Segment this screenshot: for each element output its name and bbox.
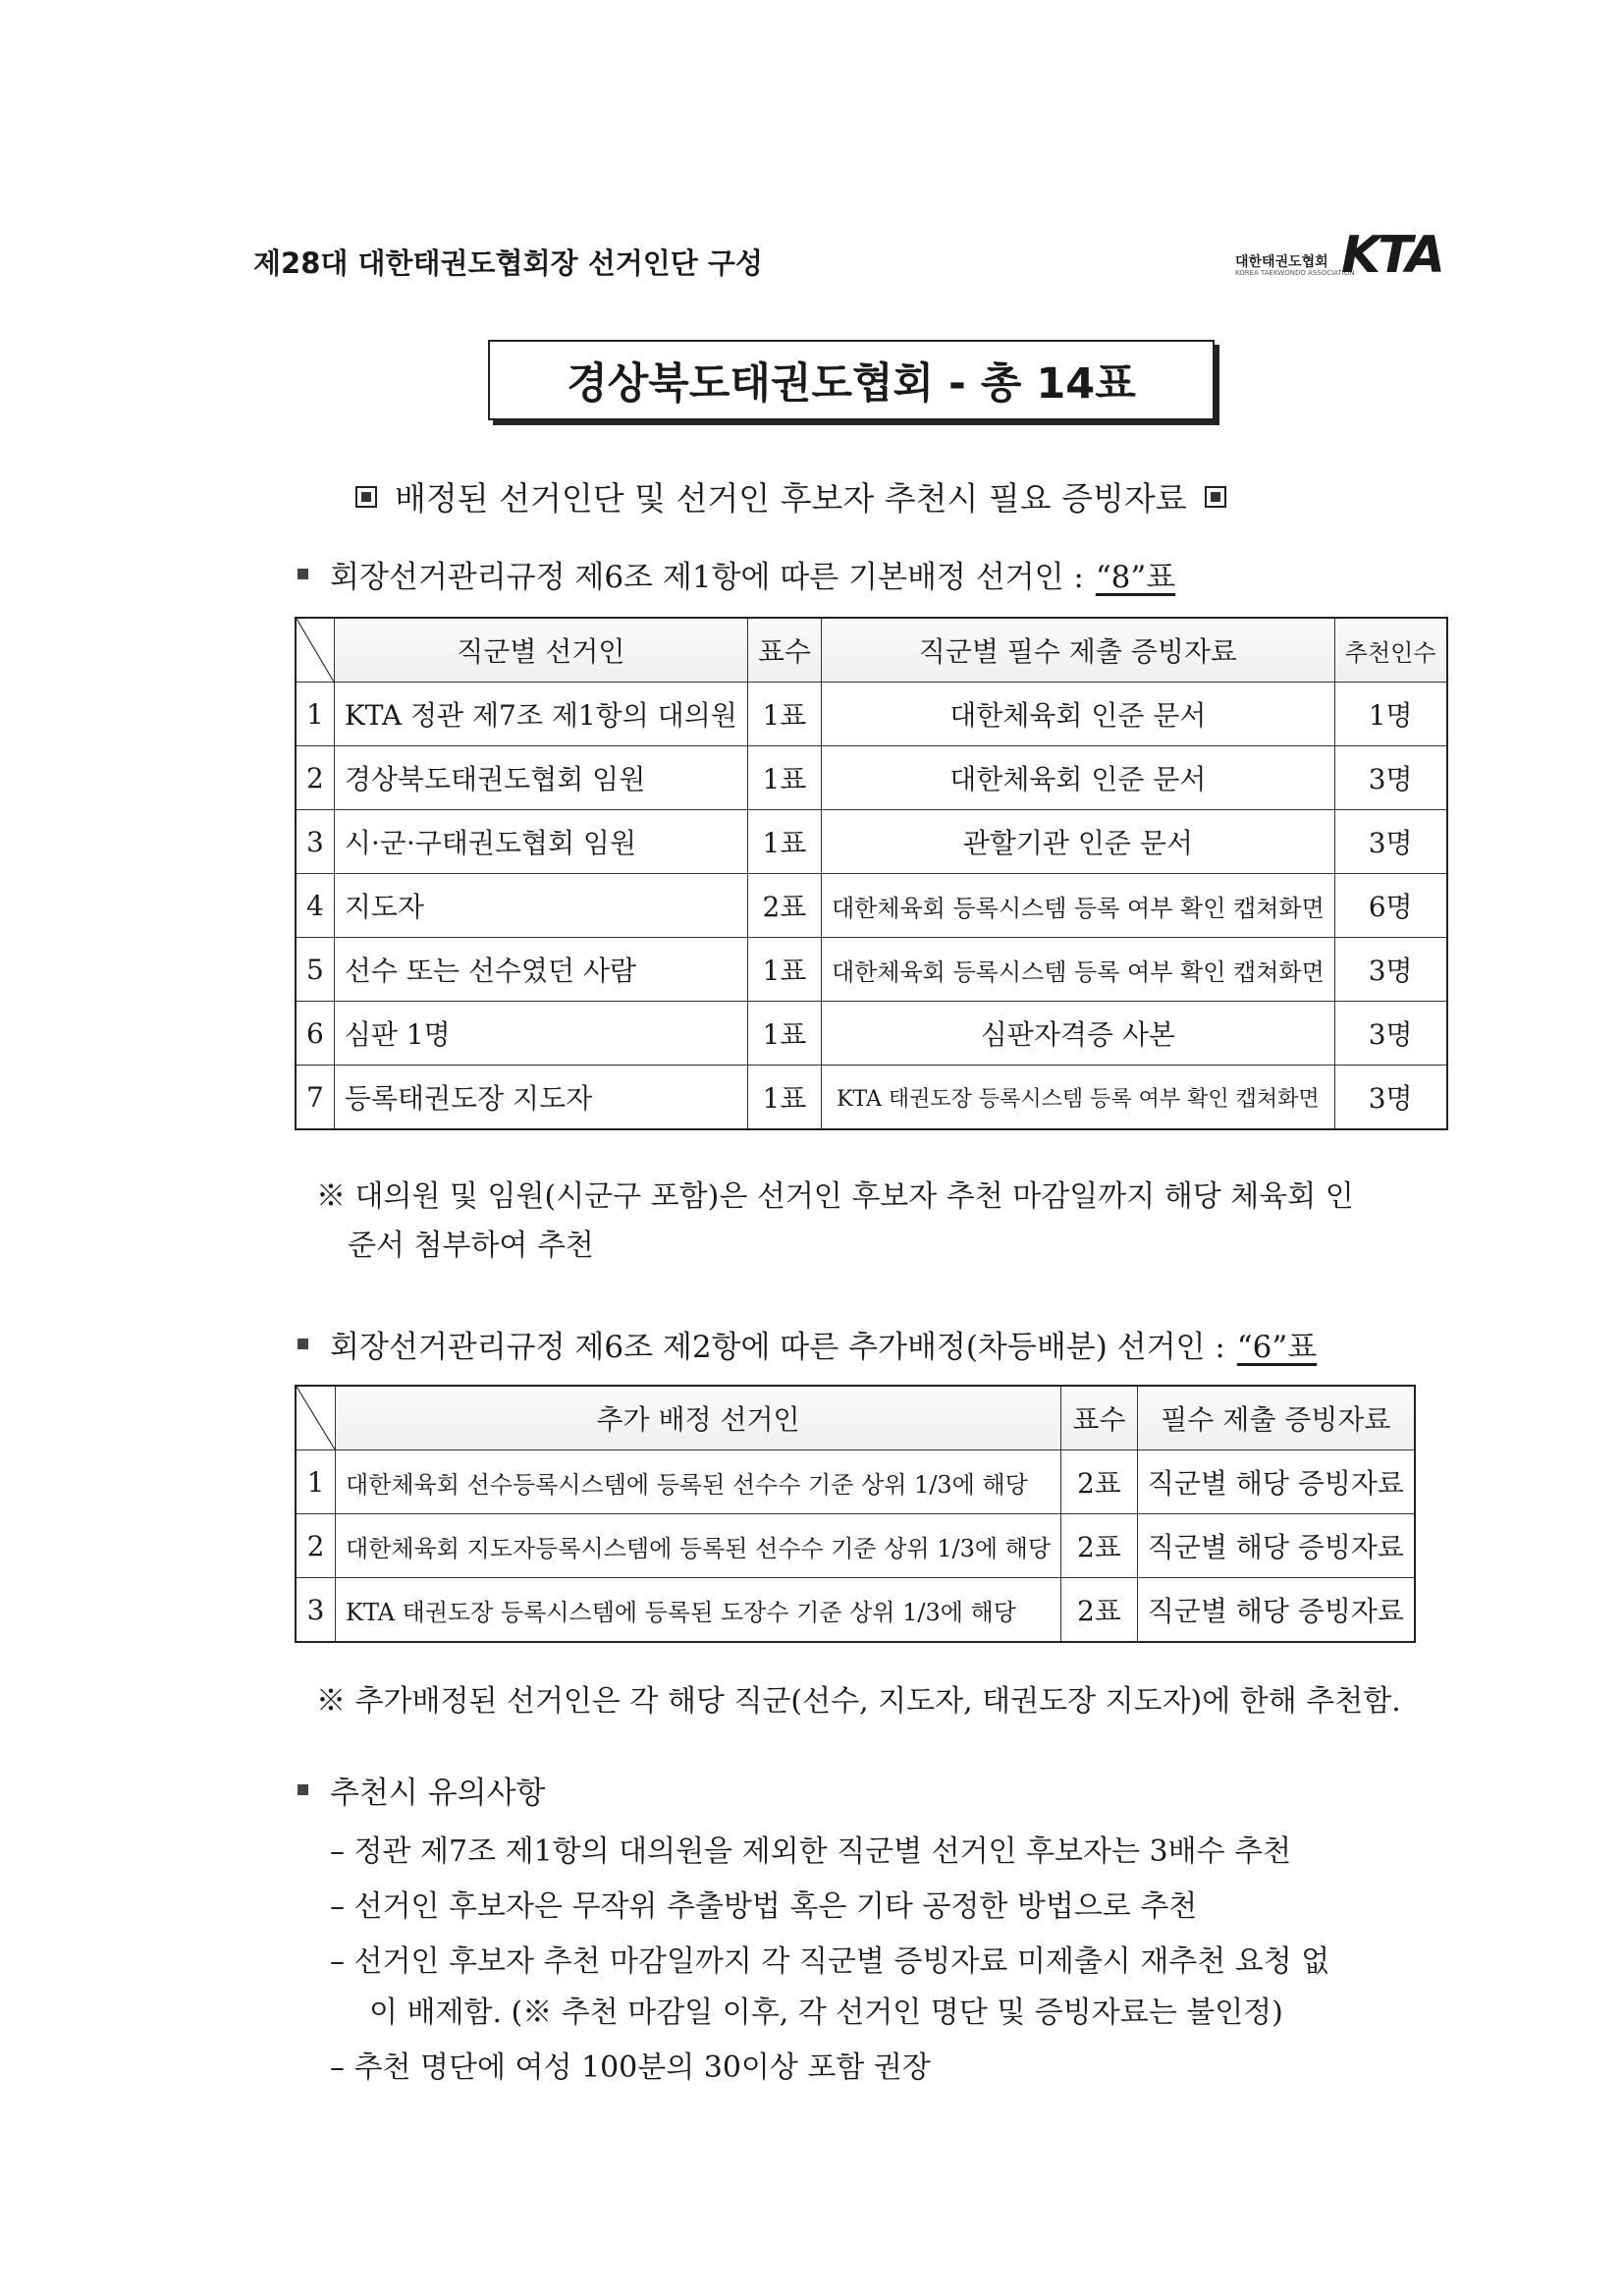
square-bullet-icon (355, 486, 377, 508)
note-line: 준서 첨부하여 추천 (348, 1229, 594, 1263)
vote-count: 1표 (747, 683, 821, 746)
column-header: 추가 배정 선거인 (336, 1386, 1061, 1450)
section1-heading (298, 552, 1175, 596)
logo-org-name: 대한태권도협회 (1235, 254, 1328, 270)
page-title: 경상북도태권도협회 - 총 14표 (488, 340, 1215, 420)
required-documents: KTA 태권도장 등록시스템 등록 여부 확인 캡쳐화면 (821, 1066, 1334, 1130)
column-header: 직군별 선거인 (334, 618, 747, 683)
section2-heading-text: 회장선거관리규정 제6조 제2항에 따른 추가배정(차등배분) 선거인 : (330, 1330, 1225, 1365)
table-row (296, 683, 1447, 746)
square-bullet-icon (298, 1784, 308, 1795)
subtitle-text: 배정된 선거인단 및 선거인 후보자 추천시 필요 증빙자료 (395, 479, 1187, 518)
voter-group: KTA 정관 제7조 제1항의 대의원 (334, 683, 747, 746)
table-row (296, 1450, 1415, 1514)
table-row (296, 810, 1447, 874)
row-number: 4 (296, 874, 334, 938)
required-documents: 대한체육회 인준 문서 (821, 746, 1334, 810)
column-header: 표수 (747, 618, 821, 683)
subtitle (355, 473, 1226, 519)
recommend-count: 1명 (1334, 683, 1446, 746)
recommend-count: 3명 (1334, 1066, 1446, 1130)
basic-allocation-table (295, 617, 1448, 1130)
table-header-row (296, 618, 1447, 683)
column-header: 추천인수 (1334, 618, 1446, 683)
vote-count: 1표 (747, 810, 821, 874)
row-number: 5 (296, 938, 334, 1002)
vote-count: 1표 (747, 746, 821, 810)
row-number: 1 (296, 683, 334, 746)
section1-note (316, 1173, 1426, 1271)
recommend-count: 3명 (1334, 810, 1446, 874)
recommend-count: 3명 (1334, 938, 1446, 1002)
recommend-count: 3명 (1334, 1002, 1446, 1066)
voter-group: 대한체육회 선수등록시스템에 등록된 선수수 기준 상위 1/3에 해당 (336, 1450, 1061, 1514)
table-row (296, 938, 1447, 1002)
square-bullet-icon (298, 569, 308, 579)
logo-org-subname: KOREA TAEKWONDO ASSOCIATION (1235, 269, 1355, 277)
voter-group: 등록태권도장 지도자 (334, 1066, 747, 1130)
section1-vote-count: “8”표 (1095, 560, 1176, 595)
additional-allocation-table (295, 1385, 1416, 1643)
row-number: 3 (296, 1578, 336, 1643)
recommend-count: 6명 (1334, 874, 1446, 938)
vote-count: 2표 (747, 874, 821, 938)
vote-count: 1표 (747, 938, 821, 1002)
table-row (296, 1514, 1415, 1578)
document-header-title: 제28대 대한태권도협회장 선거인단 구성 (253, 246, 763, 280)
row-number: 3 (296, 810, 334, 874)
required-documents: 대한체육회 인준 문서 (821, 683, 1334, 746)
required-documents: 직군별 해당 증빙자료 (1137, 1450, 1415, 1514)
required-documents: 심판자격증 사본 (821, 1002, 1334, 1066)
required-documents: 직군별 해당 증빙자료 (1137, 1514, 1415, 1578)
recommend-count: 3명 (1334, 746, 1446, 810)
voter-group: 지도자 (334, 874, 747, 938)
caution-item: – 정관 제7조 제1항의 대의원을 제외한 직군별 선거인 후보자는 3배수 추천 (330, 1834, 1292, 1869)
row-number: 1 (296, 1450, 336, 1514)
table-row (296, 1002, 1447, 1066)
square-bullet-icon (298, 1339, 308, 1349)
table-row (296, 874, 1447, 938)
logo-mark: KTA (1341, 226, 1442, 285)
voter-group: KTA 태권도장 등록시스템에 등록된 도장수 기준 상위 1/3에 해당 (336, 1578, 1061, 1643)
caution-item: – 선거인 후보자은 무작위 추출방법 혹은 기타 공정한 방법으로 추천 (330, 1889, 1198, 1924)
vote-count: 2표 (1061, 1450, 1138, 1514)
section2-note: ※ 추가배정된 선거인은 각 해당 직군(선수, 지도자, 태권도장 지도자)에 한해 추천함. (316, 1684, 1401, 1719)
row-number: 2 (296, 1514, 336, 1578)
vote-count: 1표 (747, 1002, 821, 1066)
required-documents: 대한체육회 등록시스템 등록 여부 확인 캡쳐화면 (821, 938, 1334, 1002)
vote-count: 2표 (1061, 1514, 1138, 1578)
section2-vote-count: “6”표 (1236, 1330, 1318, 1365)
voter-group: 시·군·구태권도협회 임원 (334, 810, 747, 874)
voter-group: 경상북도태권도협회 임원 (334, 746, 747, 810)
required-documents: 관할기관 인준 문서 (821, 810, 1334, 874)
row-number: 6 (296, 1002, 334, 1066)
diagonal-header-cell (296, 1386, 336, 1450)
table-row (296, 1578, 1415, 1643)
table-row (296, 1066, 1447, 1130)
vote-count: 1표 (747, 1066, 821, 1130)
table-header-row (296, 1386, 1415, 1450)
diagonal-header-cell (296, 618, 334, 683)
note-line: ※ 대의원 및 임원(시군구 포함)은 선거인 후보자 추천 마감일까지 해당 체육회 인 (316, 1179, 1354, 1214)
section3-heading (298, 1768, 545, 1812)
voter-group: 대한체육회 지도자등록시스템에 등록된 선수수 기준 상위 1/3에 해당 (336, 1514, 1061, 1578)
column-header: 필수 제출 증빙자료 (1137, 1386, 1415, 1450)
caution-item-continued: 이 배제함. (※ 추천 마감일 이후, 각 선거인 명단 및 증빙자료는 불인정) (369, 1995, 1283, 2030)
caution-item: – 선거인 후보자 추천 마감일까지 각 직군별 증빙자료 미제출시 재추천 요청 없 (330, 1944, 1330, 1979)
voter-group: 선수 또는 선수였던 사람 (334, 938, 747, 1002)
column-header: 직군별 필수 제출 증빙자료 (821, 618, 1334, 683)
caution-item: – 추천 명단에 여성 100분의 30이상 포함 권장 (330, 2050, 931, 2085)
required-documents: 대한체육회 등록시스템 등록 여부 확인 캡쳐화면 (821, 874, 1334, 938)
section3-heading-text: 추천시 유의사항 (330, 1776, 546, 1811)
vote-count: 2표 (1061, 1578, 1138, 1643)
row-number: 7 (296, 1066, 334, 1130)
square-bullet-icon (1205, 486, 1226, 508)
kta-logo (1235, 222, 1442, 291)
required-documents: 직군별 해당 증빙자료 (1137, 1578, 1415, 1643)
row-number: 2 (296, 746, 334, 810)
section1-heading-text: 회장선거관리규정 제6조 제1항에 따른 기본배정 선거인 : (330, 560, 1084, 595)
table-row (296, 746, 1447, 810)
voter-group: 심판 1명 (334, 1002, 747, 1066)
section2-heading (298, 1322, 1317, 1366)
column-header: 표수 (1061, 1386, 1138, 1450)
